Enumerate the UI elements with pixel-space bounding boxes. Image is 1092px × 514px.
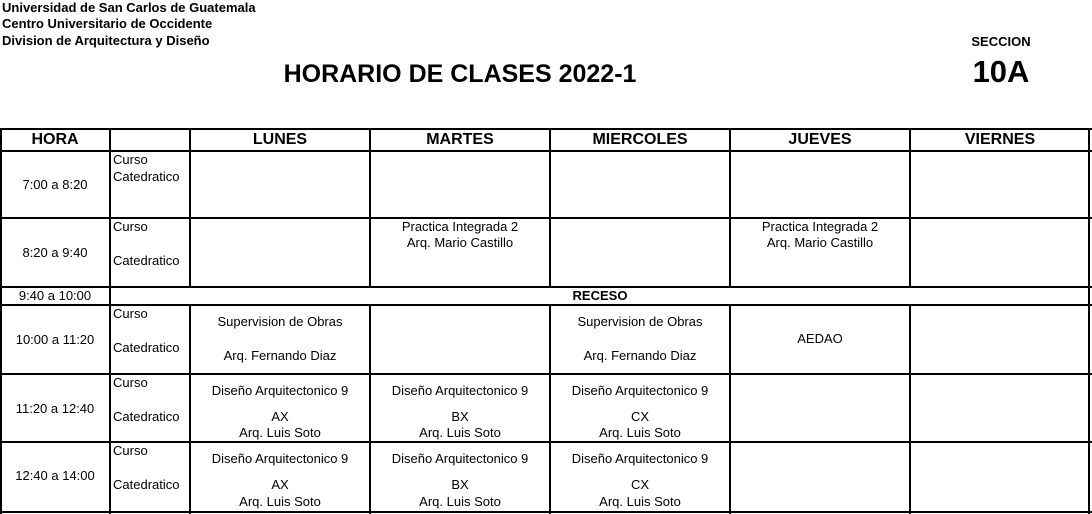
recess-label: RECESO [572, 288, 628, 303]
page-title: HORARIO DE CLASES 2022-1 [283, 60, 637, 88]
course-name: AEDAO [797, 331, 843, 346]
curso-label: Curso [113, 306, 148, 321]
professor-name: Arq. Luis Soto [419, 494, 501, 509]
catedratico-label: Catedratico [113, 169, 180, 184]
column-header-miercoles: MIERCOLES [592, 131, 688, 148]
grid-line [0, 373, 1092, 375]
grid-line [909, 304, 911, 514]
time-slot: 7:00 a 8:20 [22, 177, 88, 192]
course-name: Diseño Arquitectonico 9 [571, 451, 709, 466]
catedratico-label: Catedratico [113, 477, 180, 492]
grid-line [0, 441, 1092, 443]
university-name: Universidad de San Carlos de Guatemala [2, 0, 256, 15]
section-label: SECCION [971, 34, 1031, 49]
professor-name: Arq. Luis Soto [419, 425, 501, 440]
catedratico-label: Catedratico [113, 253, 180, 268]
curso-label: Curso [113, 443, 148, 458]
course-name: Diseño Arquitectonico 9 [391, 383, 529, 398]
catedratico-label: Catedratico [113, 340, 180, 355]
grid-line [0, 511, 1092, 513]
group-code: CX [630, 409, 650, 424]
course-name: Diseño Arquitectonico 9 [211, 451, 349, 466]
professor-name: Arq. Luis Soto [239, 494, 321, 509]
time-slot: 10:00 a 11:20 [15, 332, 95, 347]
column-header-viernes: VIERNES [964, 131, 1036, 148]
section-value: 10A [972, 54, 1030, 89]
column-header-jueves: JUEVES [788, 131, 852, 148]
catedratico-label: Catedratico [113, 409, 180, 424]
professor-name: Arq. Fernando Diaz [223, 348, 337, 363]
curso-label: Curso [113, 152, 148, 167]
curso-label: Curso [113, 219, 148, 234]
grid-line [369, 128, 371, 286]
course-name: Practica Integrada 2 [401, 219, 519, 234]
course-name: Diseño Arquitectonico 9 [211, 383, 349, 398]
professor-name: Arq. Fernando Diaz [583, 348, 697, 363]
professor-name: Arq. Luis Soto [599, 425, 681, 440]
course-name: Supervision de Obras [217, 314, 343, 329]
professor-name: Arq. Luis Soto [599, 494, 681, 509]
column-header-lunes: LUNES [252, 131, 308, 148]
grid-line [0, 150, 1092, 152]
course-name: Practica Integrada 2 [761, 219, 879, 234]
time-slot: 8:20 a 9:40 [22, 245, 88, 260]
course-name: Supervision de Obras [577, 314, 703, 329]
time-slot: 12:40 a 14:00 [15, 468, 95, 483]
professor-name: Arq. Luis Soto [239, 425, 321, 440]
grid-line [909, 128, 911, 286]
group-code: AX [271, 477, 289, 492]
curso-label: Curso [113, 375, 148, 390]
time-slot: 9:40 a 10:00 [18, 288, 92, 303]
grid-line [1088, 128, 1090, 514]
professor-name: Arq. Mario Castillo [406, 235, 514, 250]
time-slot: 11:20 a 12:40 [15, 401, 95, 416]
group-code: CX [630, 477, 650, 492]
grid-line [189, 128, 191, 286]
grid-line [0, 304, 1092, 306]
grid-line [549, 128, 551, 286]
center-name: Centro Universitario de Occidente [2, 16, 213, 31]
group-code: BX [451, 477, 469, 492]
schedule-grid [0, 128, 1092, 514]
course-name: Diseño Arquitectonico 9 [391, 451, 529, 466]
course-name: Diseño Arquitectonico 9 [571, 383, 709, 398]
division-name: Division de Arquitectura y Diseño [2, 33, 210, 48]
group-code: BX [451, 409, 469, 424]
group-code: AX [271, 409, 289, 424]
column-header-martes: MARTES [426, 131, 494, 148]
professor-name: Arq. Mario Castillo [766, 235, 874, 250]
grid-line [729, 128, 731, 286]
column-header-hora: HORA [31, 131, 79, 148]
